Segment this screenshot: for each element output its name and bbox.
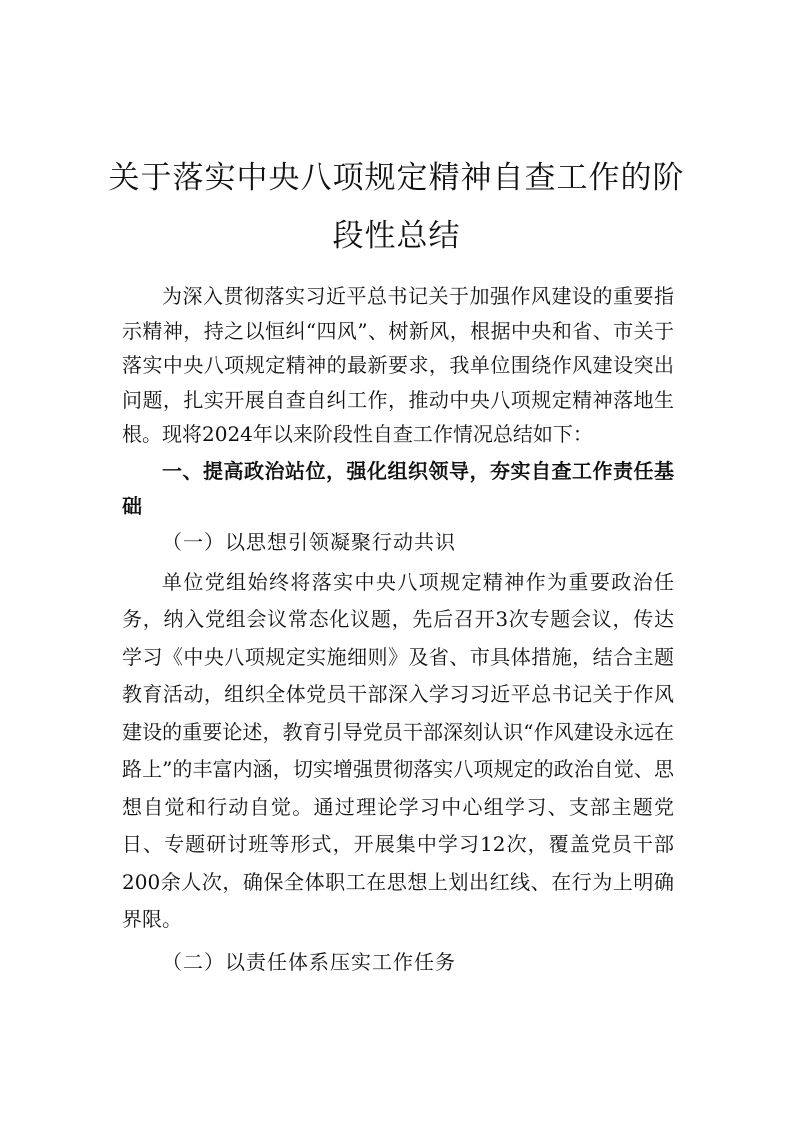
title-line-1: 关于落实中央八项规定精神自查工作的阶 (108, 159, 685, 196)
subsection-heading-1: （一）以思想引领凝聚行动共识 (162, 530, 456, 555)
intro-paragraph: 为深入贯彻落实习近平总书记关于加强作风建设的重要指示精神，持之以恒纠“四风”、树新风，根据中央和省、市关于落实中央八项规定精神的最新要求，我单位围绕作风建设突出问题，扎实开展自查自纠工作，推动中央八项规定精神落地生根。现将2024年以来阶段性自查工作情况总结如下： (122, 284, 674, 447)
document-body (122, 279, 674, 979)
section-heading-1: 一、提高政治站位，强化组织领导，夯实自查工作责任基础 (122, 458, 674, 518)
subsection-1-paragraph: 单位党组始终将落实中央八项规定精神作为重要政治任务，纳入党组会议常态化议题，先后召开3次专题会议，传达学习《中央八项规定实施细则》及省、市具体措施，结合主题教育活动，组织全体党员干部深入学习习近平总书记关于作风建设的重要论述，教育引导党员干部深刻认识“作风建设永远在路上”的丰富内涵，切实增强贯彻落实八项规定的政治自觉、思想自觉和行动自觉。通过理论学习中心组学习、支部主题党日、专题研讨班等形式，开展集中学习12次，覆盖党员干部200余人次，确保全体职工在思想上划出红线、在行为上明确界限。 (122, 569, 674, 932)
title-line-2: 段性总结 (332, 217, 461, 254)
subsection-heading-2: （二）以责任体系压实工作任务 (162, 949, 456, 974)
document-title (100, 149, 693, 265)
